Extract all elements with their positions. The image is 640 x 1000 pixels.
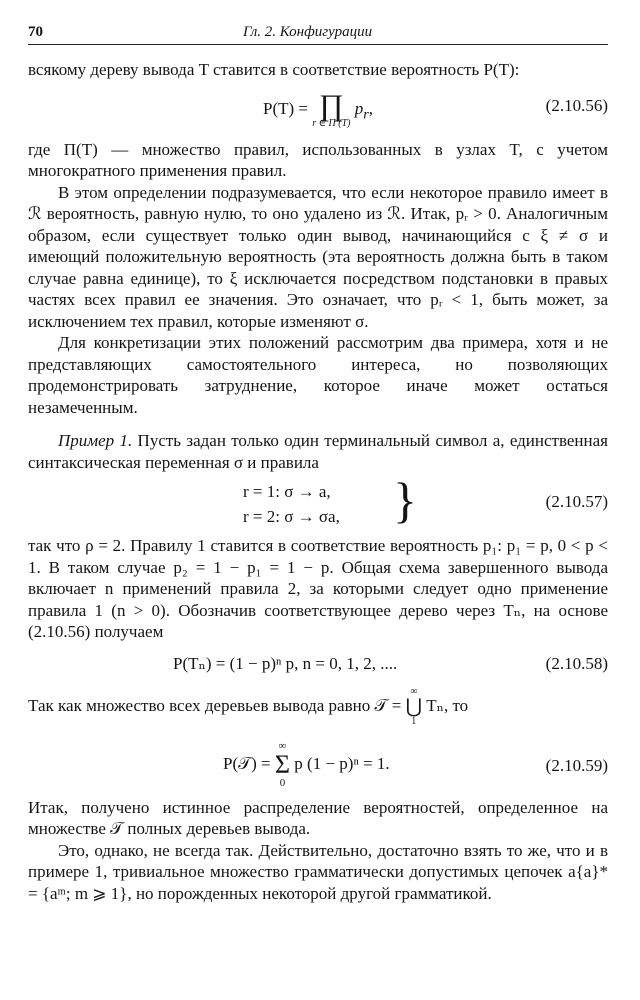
equation-number: (2.10.57) (545, 492, 608, 511)
eq3-body: P(Tₙ) = (1 − p)ⁿ p, n = 0, 1, 2, .... (173, 653, 398, 673)
paragraph-7 (28, 687, 608, 727)
paragraph-6: так что ρ = 2. Правилу 1 ставится в соответствие вероятность p₁: p₁ = p, 0 < p < 1. В таком случае p₂ = 1 − p₁ = 1 − p. Общая схема завершенного вывода включает n применений правила 2, за которыми следует одно применение правила 1 (n > 0). Обозначив соответствующее дерево через Tₙ, на основе (2.10.56) получаем (28, 536, 608, 641)
eq1-tail: , (368, 98, 373, 118)
paragraph-5 (28, 430, 608, 473)
paragraph-1: всякому дереву вывода T ставится в соответствие вероятность P(T): (28, 60, 520, 79)
paragraph-7-end: Tₙ, то (426, 695, 469, 715)
rule-1: r = 1: σ → a, (243, 482, 331, 501)
paragraph-3: В этом определении подразумевается, что если некоторое правило имеет в ℛ вероятность, равную нулю, то оно удалено из ℛ. Итак, pᵣ > 0. Аналогичным образом, если существует только один вывод, начинающийся с ξ ≠ σ и имеющий положительную вероятность (эта вероятность должна быть в таком случае равна единице), то ξ исключается посредством подстановки в правых частях всех правил ее значения. Это означает, что pᵣ < 1, быть может, за исключением тех правил, которые изменяют σ. (28, 182, 608, 331)
running-header (28, 22, 608, 45)
equation-2-10-56 (28, 81, 608, 139)
paragraph-2: где Π(T) — множество правил, использованных в узлах T, с учетом многократного применения правил. (28, 139, 608, 180)
sum-operator (275, 741, 290, 789)
product-symbol: ∏ (319, 88, 344, 122)
eq1-rhs: p (354, 98, 364, 118)
equation-number: (2.10.59) (545, 755, 608, 775)
running-title: Гл. 2. Конфигурации (243, 24, 373, 40)
right-brace: } (393, 472, 417, 528)
example-label: Пример 1. (58, 431, 133, 450)
union-symbol: ⋃ (405, 695, 422, 718)
eq1-lhs: P(T) = (262, 98, 308, 118)
paragraph-8: Итак, получено истинное распределение вероятностей, определенное на множестве 𝒯 полных деревьев вывода. (28, 797, 608, 838)
paragraph-9: Это, однако, не всегда так. Действительно, достаточно взять то же, что и в примере 1, тривиальное множество грамматически допустимых цепочек a{a}* = {aᵐ; m ⩾ 1}, но порожденных некоторой другой грамматикой. (28, 840, 608, 903)
eq4-rhs: p (1 − p)ⁿ = 1. (294, 753, 390, 773)
equation-2-10-58 (28, 643, 608, 687)
page (28, 22, 608, 904)
eq1-rhs-sub: r (363, 105, 369, 122)
body-text (28, 59, 608, 904)
equation-number: (2.10.58) (545, 653, 608, 673)
sum-sup: ∞ (278, 739, 287, 752)
equation-number: (2.10.56) (545, 95, 608, 115)
product-subscript: r ∈ Π (T) (312, 117, 351, 129)
eq4-lhs: P(𝒯) = (223, 753, 271, 773)
paragraph-4: Для конкретизации этих положений рассмотрим два примера, хотя и не представляющих самостоятельного интереса, но позволяющих продемонстрировать затруднение, которое иначе может остаться незамеченным. (28, 333, 608, 417)
union-operator (406, 687, 422, 727)
equation-2-10-57 (28, 473, 608, 535)
paragraph-7-start: Так как множество всех деревьев вывода равно 𝒯 = (28, 695, 402, 715)
rule-2: r = 2: σ → σa, (243, 507, 340, 526)
sum-sub: 0 (279, 776, 286, 789)
union-sub: 1 (411, 715, 417, 727)
union-sup: ∞ (410, 685, 418, 697)
sum-symbol: Σ (274, 749, 291, 779)
product-operator (312, 88, 351, 129)
page-number: 70 (28, 24, 43, 40)
equation-2-10-59 (28, 727, 608, 797)
paragraph-5-text: Пусть задан только один терминальный символ a, единственная синтаксическая переменная σ и правила (28, 431, 608, 472)
